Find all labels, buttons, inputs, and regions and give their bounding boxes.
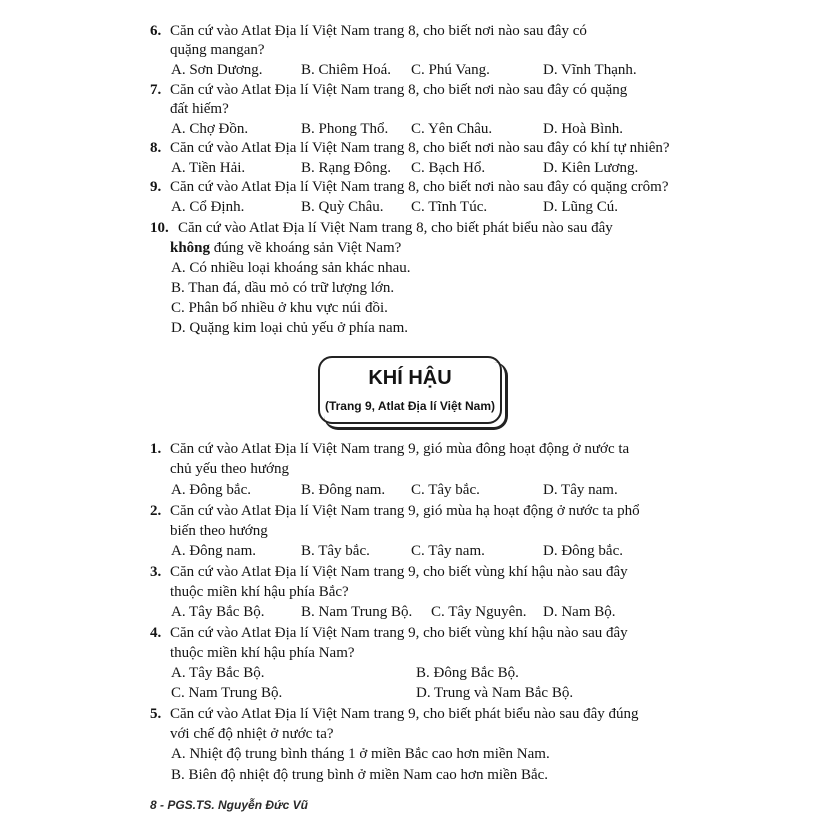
option-a: A. Đông bắc. (171, 482, 251, 498)
option-b: B. Biên độ nhiệt độ trung bình ở miền Nam cao hơn miền Bắc. (171, 767, 549, 783)
question-number: 8. (150, 140, 162, 156)
option-c: C. Phân bố nhiều ở khu vực núi đồi. (171, 300, 388, 316)
option-a: A. Có nhiều loại khoáng sản khác nhau. (171, 260, 411, 276)
option-b: B. Chiêm Hoá. (301, 62, 391, 78)
option-a: A. Tây Bắc Bộ. (171, 665, 265, 681)
option-a: A. Đông nam. (171, 543, 256, 559)
question-text: đất hiếm? (170, 101, 229, 117)
question-text: Căn cứ vào Atlat Địa lí Việt Nam trang 9, gió mùa hạ hoạt động ở nước ta phổ (170, 503, 640, 519)
option-c: C. Yên Châu. (411, 121, 493, 137)
question-text: chủ yếu theo hướng (170, 461, 289, 477)
question-text: biến theo hướng (170, 523, 268, 539)
option-a: A. Sơn Dương. (171, 62, 263, 78)
question-number: 6. (150, 23, 162, 39)
question-text: Căn cứ vào Atlat Địa lí Việt Nam trang 8, cho biết nơi nào sau đây có (170, 23, 587, 39)
question-number: 9. (150, 179, 162, 195)
option-d: D. Trung và Nam Bắc Bộ. (416, 685, 574, 701)
option-d: D. Lũng Cú. (543, 199, 618, 215)
question-text: Căn cứ vào Atlat Địa lí Việt Nam trang 8, cho biết phát biểu nào sau đây (178, 220, 613, 236)
question-number: 3. (150, 564, 162, 580)
option-c: C. Tây bắc. (411, 482, 480, 498)
option-c: C. Tây Nguyên. (431, 604, 527, 620)
option-b: B. Quỳ Châu. (301, 199, 384, 215)
option-b: B. Đông nam. (301, 482, 386, 498)
question-text: Căn cứ vào Atlat Địa lí Việt Nam trang 9, gió mùa đông hoạt động ở nước ta (170, 441, 630, 457)
section-title: KHÍ HẬU (368, 367, 452, 389)
option-d: D. Vĩnh Thạnh. (543, 62, 637, 78)
option-c: C. Bạch Hổ. (411, 160, 486, 176)
question-number: 10. (150, 220, 169, 236)
question-number: 1. (150, 441, 162, 457)
question-number: 2. (150, 503, 162, 519)
question-text: Căn cứ vào Atlat Địa lí Việt Nam trang 9, cho biết vùng khí hậu nào sau đây (170, 625, 628, 641)
option-d: D. Quặng kim loại chủ yếu ở phía nam. (171, 320, 409, 336)
option-a: A. Chợ Đồn. (171, 121, 249, 137)
option-d: D. Nam Bộ. (543, 604, 616, 620)
question-text-line2 (170, 240, 401, 257)
option-b: B. Phong Thổ. (301, 121, 389, 137)
option-c: C. Tây nam. (411, 543, 485, 559)
option-c: C. Nam Trung Bộ. (171, 685, 283, 701)
option-a: A. Cổ Định. (171, 199, 245, 215)
option-d: D. Đông bắc. (543, 543, 623, 559)
question-text: Căn cứ vào Atlat Địa lí Việt Nam trang 8, cho biết nơi nào sau đây có khí tự nhiên? (170, 140, 670, 156)
option-a: A. Nhiệt độ trung bình tháng 1 ở miền Bắc cao hơn miền Nam. (171, 746, 550, 762)
question-text: thuộc miền khí hậu phía Bắc? (170, 584, 349, 600)
option-c: C. Phú Vang. (411, 62, 490, 78)
question-number: 4. (150, 625, 162, 641)
option-b: B. Than đá, dầu mỏ có trữ lượng lớn. (171, 280, 395, 296)
page-footer: 8 - PGS.TS. Nguyễn Đức Vũ (150, 798, 308, 812)
option-b: B. Đông Bắc Bộ. (416, 665, 519, 681)
question-text: Căn cứ vào Atlat Địa lí Việt Nam trang 9, cho biết phát biểu nào sau đây đúng (170, 706, 639, 722)
emphasis-word: không (170, 240, 211, 256)
question-text: Căn cứ vào Atlat Địa lí Việt Nam trang 8, cho biết nơi nào sau đây có quặng crôm? (170, 179, 669, 195)
option-b: B. Nam Trung Bộ. (301, 604, 413, 620)
option-d: D. Hoà Bình. (543, 121, 623, 137)
question-text: đúng về khoáng sản Việt Nam? (213, 240, 402, 256)
question-number: 5. (150, 706, 162, 722)
option-a: A. Tiền Hải. (171, 160, 246, 176)
section-header-box (318, 356, 502, 424)
section-subtitle: (Trang 9, Atlat Địa lí Việt Nam) (324, 399, 496, 413)
option-b: B. Rạng Đông. (301, 160, 391, 176)
question-number: 7. (150, 82, 162, 98)
question-text: với chế độ nhiệt ở nước ta? (170, 726, 334, 742)
option-a: A. Tây Bắc Bộ. (171, 604, 265, 620)
option-d: D. Tây nam. (543, 482, 618, 498)
question-text: Căn cứ vào Atlat Địa lí Việt Nam trang 9, cho biết vùng khí hậu nào sau đây (170, 564, 628, 580)
question-text: quặng mangan? (170, 42, 265, 58)
option-c: C. Tĩnh Túc. (411, 199, 488, 215)
question-text: Căn cứ vào Atlat Địa lí Việt Nam trang 8, cho biết nơi nào sau đây có quặng (170, 82, 628, 98)
option-d: D. Kiên Lương. (543, 160, 639, 176)
question-text: thuộc miền khí hậu phía Nam? (170, 645, 355, 661)
option-b: B. Tây bắc. (301, 543, 370, 559)
